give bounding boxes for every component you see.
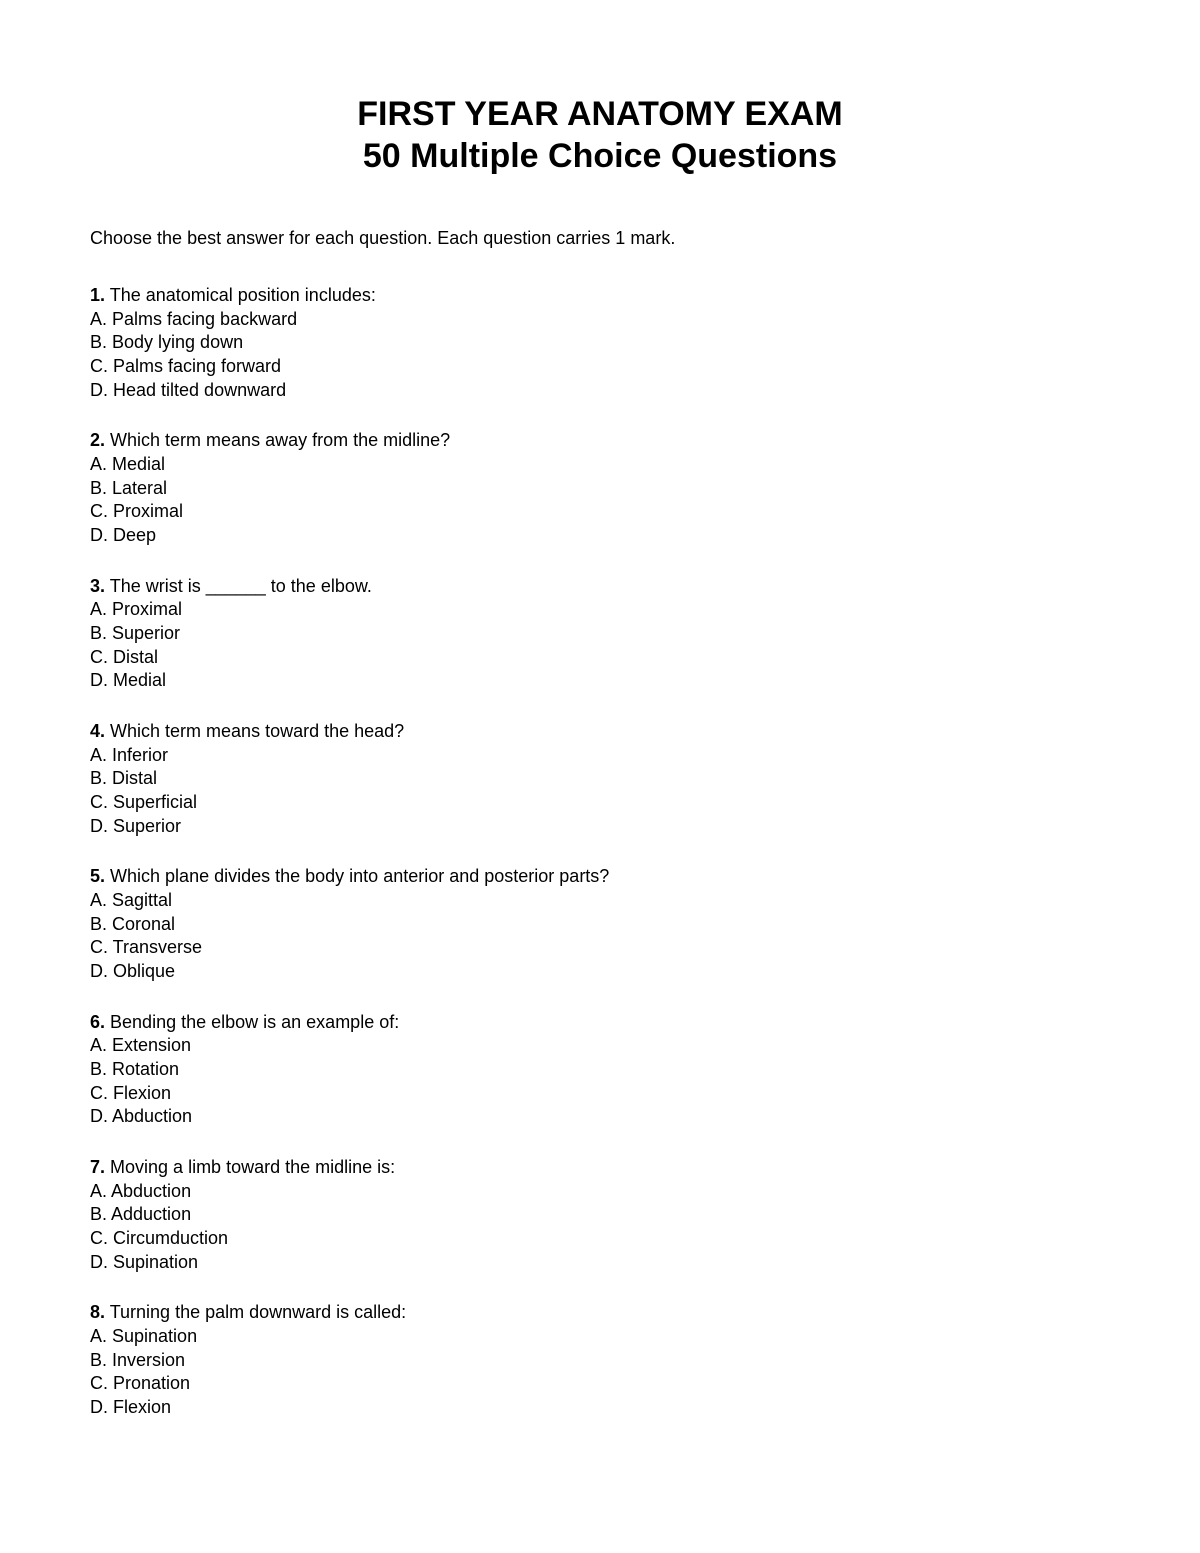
exam-instructions: Choose the best answer for each question. Each question carries 1 mark.: [90, 228, 676, 248]
question-number: 5.: [90, 866, 106, 887]
question-text: The wrist is ______ to the elbow.: [109, 575, 372, 596]
question-number: 4.: [90, 720, 106, 741]
exam-subtitle: 50 Multiple Choice Questions: [362, 137, 838, 175]
answer-option: B. Adduction: [90, 1204, 192, 1225]
question-text: Turning the palm downward is called:: [109, 1302, 407, 1323]
question-stem: [90, 1301, 406, 1325]
answer-option: A. Proximal: [90, 599, 183, 620]
question-number: 8.: [90, 1302, 106, 1323]
answer-option: D. Flexion: [90, 1396, 172, 1417]
question-stem: [90, 1156, 395, 1180]
question-item: [90, 865, 609, 984]
answer-option: B. Rotation: [90, 1058, 180, 1079]
question-text: Which plane divides the body into anterior and posterior parts?: [110, 866, 610, 887]
question-stem: [90, 429, 450, 453]
answer-option: C. Flexion: [90, 1082, 172, 1103]
answer-option: B. Body lying down: [90, 332, 244, 353]
question-stem: [90, 865, 609, 889]
answer-option: D. Superior: [90, 815, 182, 836]
question-item: [90, 1156, 395, 1275]
question-stem: [90, 720, 404, 744]
question-text: Which term means away from the midline?: [110, 430, 451, 451]
answer-option: D. Deep: [90, 525, 157, 546]
question-stem: [90, 284, 376, 308]
answer-option: D. Supination: [90, 1251, 199, 1272]
answer-option: A. Sagittal: [90, 889, 173, 910]
answer-option: C. Pronation: [90, 1373, 191, 1394]
question-number: 7.: [90, 1156, 106, 1177]
exam-title: FIRST YEAR ANATOMY EXAM: [357, 95, 843, 133]
answer-option: D. Medial: [90, 670, 167, 691]
question-number: 1.: [90, 285, 106, 305]
question-text: Moving a limb toward the midline is:: [110, 1156, 396, 1177]
question-text: The anatomical position includes:: [109, 285, 376, 305]
question-text: Which term means toward the head?: [110, 720, 405, 741]
question-stem: [90, 575, 372, 599]
question-number: 6.: [90, 1011, 106, 1032]
answer-option: C. Distal: [90, 646, 159, 667]
answer-option: A. Abduction: [90, 1180, 192, 1201]
answer-option: B. Lateral: [90, 477, 168, 498]
question-text: Bending the elbow is an example of:: [110, 1011, 400, 1032]
answer-option: B. Coronal: [90, 913, 176, 934]
answer-option: B. Distal: [90, 768, 158, 789]
question-number: 2.: [90, 430, 106, 451]
answer-option: A. Palms facing backward: [90, 308, 298, 329]
answer-option: D. Oblique: [90, 961, 176, 981]
answer-option: A. Inferior: [90, 744, 169, 765]
question-stem: [90, 1011, 399, 1035]
answer-option: B. Inversion: [90, 1349, 186, 1370]
question-number: 3.: [90, 575, 106, 596]
answer-option: D. Head tilted downward: [90, 379, 287, 400]
answer-option: A. Supination: [90, 1325, 198, 1346]
question-item: [90, 1301, 406, 1420]
answer-option: C. Transverse: [90, 937, 203, 958]
answer-option: C. Proximal: [90, 501, 184, 522]
answer-option: C. Circumduction: [90, 1227, 229, 1248]
answer-option: A. Medial: [90, 454, 166, 474]
answer-option: C. Superficial: [90, 792, 198, 812]
question-item: [90, 284, 376, 403]
question-item: [90, 1011, 399, 1130]
question-item: [90, 720, 404, 839]
question-item: [90, 429, 450, 548]
answer-option: B. Superior: [90, 623, 181, 643]
answer-option: C. Palms facing forward: [90, 356, 282, 377]
answer-option: D. Abduction: [90, 1106, 193, 1127]
answer-option: A. Extension: [90, 1035, 192, 1056]
question-item: [90, 575, 372, 694]
